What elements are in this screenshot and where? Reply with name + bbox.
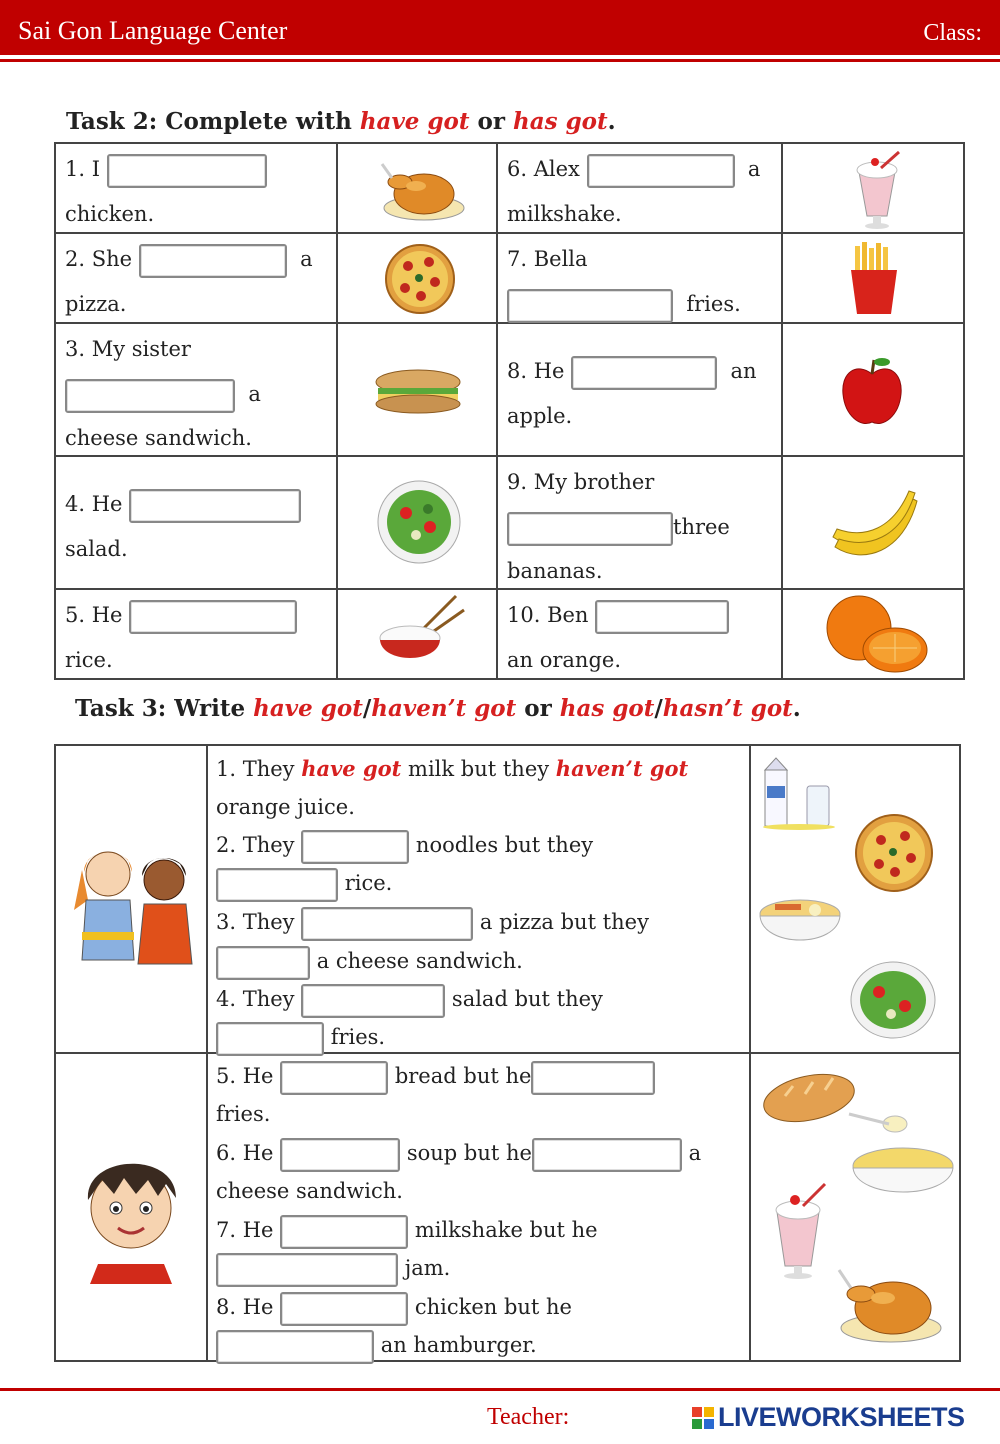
answer-input-t3-3a[interactable] bbox=[301, 907, 473, 941]
fries-image bbox=[847, 240, 901, 316]
roast-chicken-image bbox=[378, 152, 466, 224]
answer-input-t2-1[interactable] bbox=[107, 154, 267, 188]
pizza-picture bbox=[337, 233, 497, 323]
answer-input-t2-10[interactable] bbox=[595, 600, 729, 634]
teacher-label: Teacher: bbox=[487, 1404, 570, 1430]
center-name: Sai Gon Language Center bbox=[18, 16, 288, 45]
milkshake-image bbox=[847, 150, 907, 230]
salad-image-2 bbox=[849, 960, 937, 1040]
task2-item-7: 7. Bella fries. bbox=[497, 233, 782, 323]
pizza-image bbox=[383, 242, 457, 316]
sandwich-picture bbox=[337, 323, 497, 456]
roast-chicken-image-2 bbox=[835, 1252, 945, 1346]
header-bar bbox=[0, 0, 1000, 55]
pizza-image-2 bbox=[853, 812, 935, 894]
task3-table bbox=[54, 744, 961, 1362]
task2-item-9: 9. My brother three bananas. bbox=[497, 456, 782, 589]
answer-input-t2-6[interactable] bbox=[587, 154, 735, 188]
task2-item-2: 2. She a pizza. bbox=[55, 233, 337, 323]
task2-table bbox=[54, 142, 965, 680]
fries-picture bbox=[782, 233, 964, 323]
answer-input-t3-3b[interactable] bbox=[216, 946, 310, 980]
boy-picture-cell bbox=[55, 1053, 207, 1361]
apple-image bbox=[839, 356, 905, 430]
boy-image bbox=[76, 1144, 186, 1284]
rice-bowl-image bbox=[374, 594, 466, 674]
answer-input-t2-4[interactable] bbox=[129, 489, 301, 523]
task2-item-8: 8. He an apple. bbox=[497, 323, 782, 456]
class-label: Class: bbox=[923, 20, 982, 46]
task2-item-5: 5. He rice. bbox=[55, 589, 337, 679]
liveworksheets-icon bbox=[692, 1407, 714, 1429]
answer-input-t3-2b[interactable] bbox=[216, 868, 338, 902]
answer-input-t2-2[interactable] bbox=[139, 244, 287, 278]
task3-title: Task 3: Write have got/haven’t got or has got/hasn’t got. bbox=[75, 695, 801, 722]
answer-input-t3-5a[interactable] bbox=[280, 1061, 388, 1095]
task2-item-10: 10. Ben an orange. bbox=[497, 589, 782, 679]
answer-input-t3-4b[interactable] bbox=[216, 1022, 324, 1056]
bananas-image bbox=[829, 485, 921, 557]
answer-input-t3-6a[interactable] bbox=[280, 1138, 400, 1172]
bananas-picture bbox=[782, 456, 964, 589]
answer-input-t2-3[interactable] bbox=[65, 379, 235, 413]
answer-input-t3-8a[interactable] bbox=[280, 1292, 408, 1326]
answer-input-t3-5b[interactable] bbox=[531, 1061, 655, 1095]
task2-title: Task 2: Complete with have got or has got. bbox=[66, 108, 616, 135]
orange-image bbox=[823, 592, 929, 674]
answer-input-t2-8[interactable] bbox=[571, 356, 717, 390]
noodles-image bbox=[757, 892, 843, 952]
milk-carton-image bbox=[757, 756, 841, 830]
answer-input-t3-6b[interactable] bbox=[532, 1138, 682, 1172]
bread-image bbox=[759, 1066, 859, 1126]
kids-picture-cell bbox=[55, 745, 207, 1053]
milkshake-image-2 bbox=[767, 1182, 829, 1282]
milkshake-picture bbox=[782, 143, 964, 233]
salad-picture bbox=[337, 456, 497, 589]
sandwich-image bbox=[374, 368, 462, 416]
answer-input-t3-8b[interactable] bbox=[216, 1330, 374, 1364]
footer-divider bbox=[0, 1388, 1000, 1391]
task2-item-6: 6. Alex a milkshake. bbox=[497, 143, 782, 233]
liveworksheets-logo: LIVEWORKSHEETS bbox=[692, 1402, 965, 1433]
food-pictures-1 bbox=[750, 745, 960, 1053]
task2-item-1: 1. I chicken. bbox=[55, 143, 337, 233]
salad-image bbox=[376, 479, 462, 565]
food-pictures-2 bbox=[750, 1053, 960, 1361]
two-kids-image bbox=[68, 840, 200, 974]
answer-input-t3-4a[interactable] bbox=[301, 984, 445, 1018]
answer-input-t3-7b[interactable] bbox=[216, 1253, 398, 1287]
answer-input-t3-2a[interactable] bbox=[301, 830, 409, 864]
task3-group-2: 5. He bread but he fries. 6. He soup but he a cheese sandwich. 7. He milkshake but he jam. 8. He chicken but he an hamburger. bbox=[207, 1053, 750, 1361]
header-divider bbox=[0, 59, 1000, 62]
orange-picture bbox=[782, 589, 964, 679]
task2-item-3: 3. My sister a cheese sandwich. bbox=[55, 323, 337, 456]
apple-picture bbox=[782, 323, 964, 456]
soup-image bbox=[845, 1110, 957, 1200]
answer-input-t3-7a[interactable] bbox=[280, 1215, 408, 1249]
task3-group-1: 1. They have got milk but they haven’t got orange juice. 2. They noodles but they rice. 3. They a pizza but they a cheese sandwich. 4. They salad but they fries. bbox=[207, 745, 750, 1053]
answer-input-t2-5[interactable] bbox=[129, 600, 297, 634]
rice-picture bbox=[337, 589, 497, 679]
task2-item-4: 4. He salad. bbox=[55, 456, 337, 589]
chicken-picture bbox=[337, 143, 497, 233]
answer-input-t2-9[interactable] bbox=[507, 512, 673, 546]
answer-input-t2-7[interactable] bbox=[507, 289, 673, 323]
